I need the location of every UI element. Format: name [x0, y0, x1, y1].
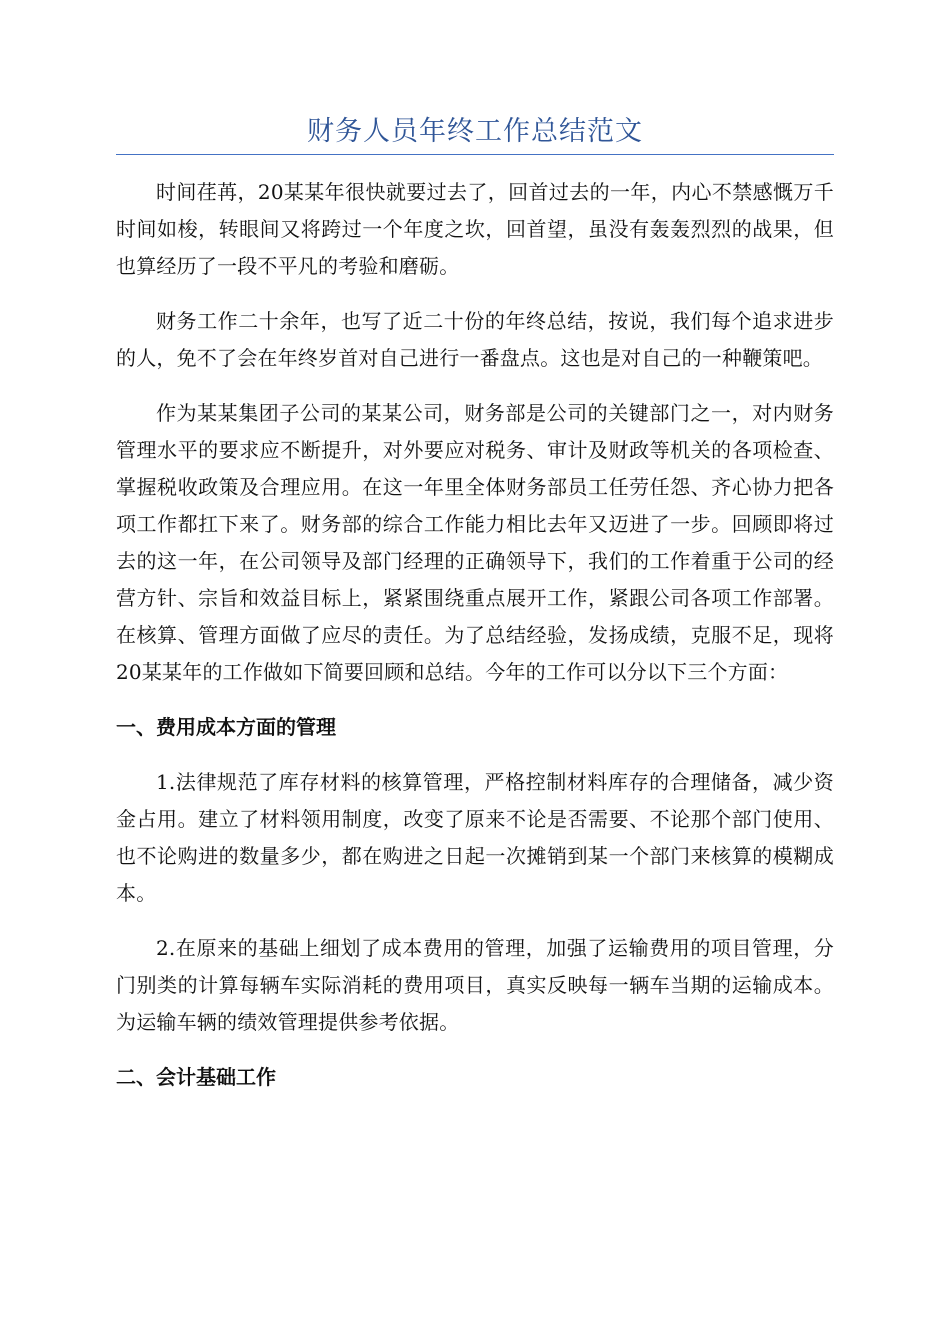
document-title: 财务人员年终工作总结范文	[307, 116, 643, 147]
intro-paragraph-2: 财务工作二十余年，也写了近二十份的年终总结，按说，我们每个追求进步的人，免不了会在年终岁首对自己进行一番盘点。这也是对自己的一种鞭策吧。	[116, 309, 834, 370]
document-body	[116, 174, 834, 1114]
section-heading-cost-management: 一、费用成本方面的管理	[116, 715, 336, 739]
title-underline	[116, 154, 834, 155]
section1-item-2: 2.在原来的基础上细划了成本费用的管理，加强了运输费用的项目管理，分门别类的计算每辆车实际消耗的费用项目，真实反映每一辆车当期的运输成本。为运输车辆的绩效管理提供参考依据。	[116, 936, 834, 1034]
intro-paragraph-3: 作为某某集团子公司的某某公司，财务部是公司的关键部门之一，对内财务管理水平的要求应不断提升，对外要应对税务、审计及财政等机关的各项检查、掌握税收政策及合理应用。在这一年里全体财务部员工任劳任怨、齐心协力把各项工作都扛下来了。财务部的综合工作能力相比去年又迈进了一步。回顾即将过去的这一年，在公司领导及部门经理的正确领导下，我们的工作着重于公司的经营方针、宗旨和效益目标上，紧紧围绕重点展开工作，紧跟公司各项工作部署。在核算、管理方面做了应尽的责任。为了总结经验，发扬成绩，克服不足，现将20某某年的工作做如下简要回顾和总结。今年的工作可以分以下三个方面：	[116, 401, 834, 684]
intro-paragraph-1: 时间荏苒，20某某年很快就要过去了，回首过去的一年，内心不禁感慨万千时间如梭，转眼间又将跨过一个年度之坎，回首望，虽没有轰轰烈烈的战果，但也算经历了一段不平凡的考验和磨砺。	[116, 180, 834, 278]
section-heading-accounting-basics: 二、会计基础工作	[116, 1065, 276, 1089]
section1-item-1: 1.法律规范了库存材料的核算管理，严格控制材料库存的合理储备，减少资金占用。建立了材料领用制度，改变了原来不论是否需要、不论那个部门使用、也不论购进的数量多少，都在购进之日起一次摊销到某一个部门来核算的模糊成本。	[116, 770, 834, 905]
